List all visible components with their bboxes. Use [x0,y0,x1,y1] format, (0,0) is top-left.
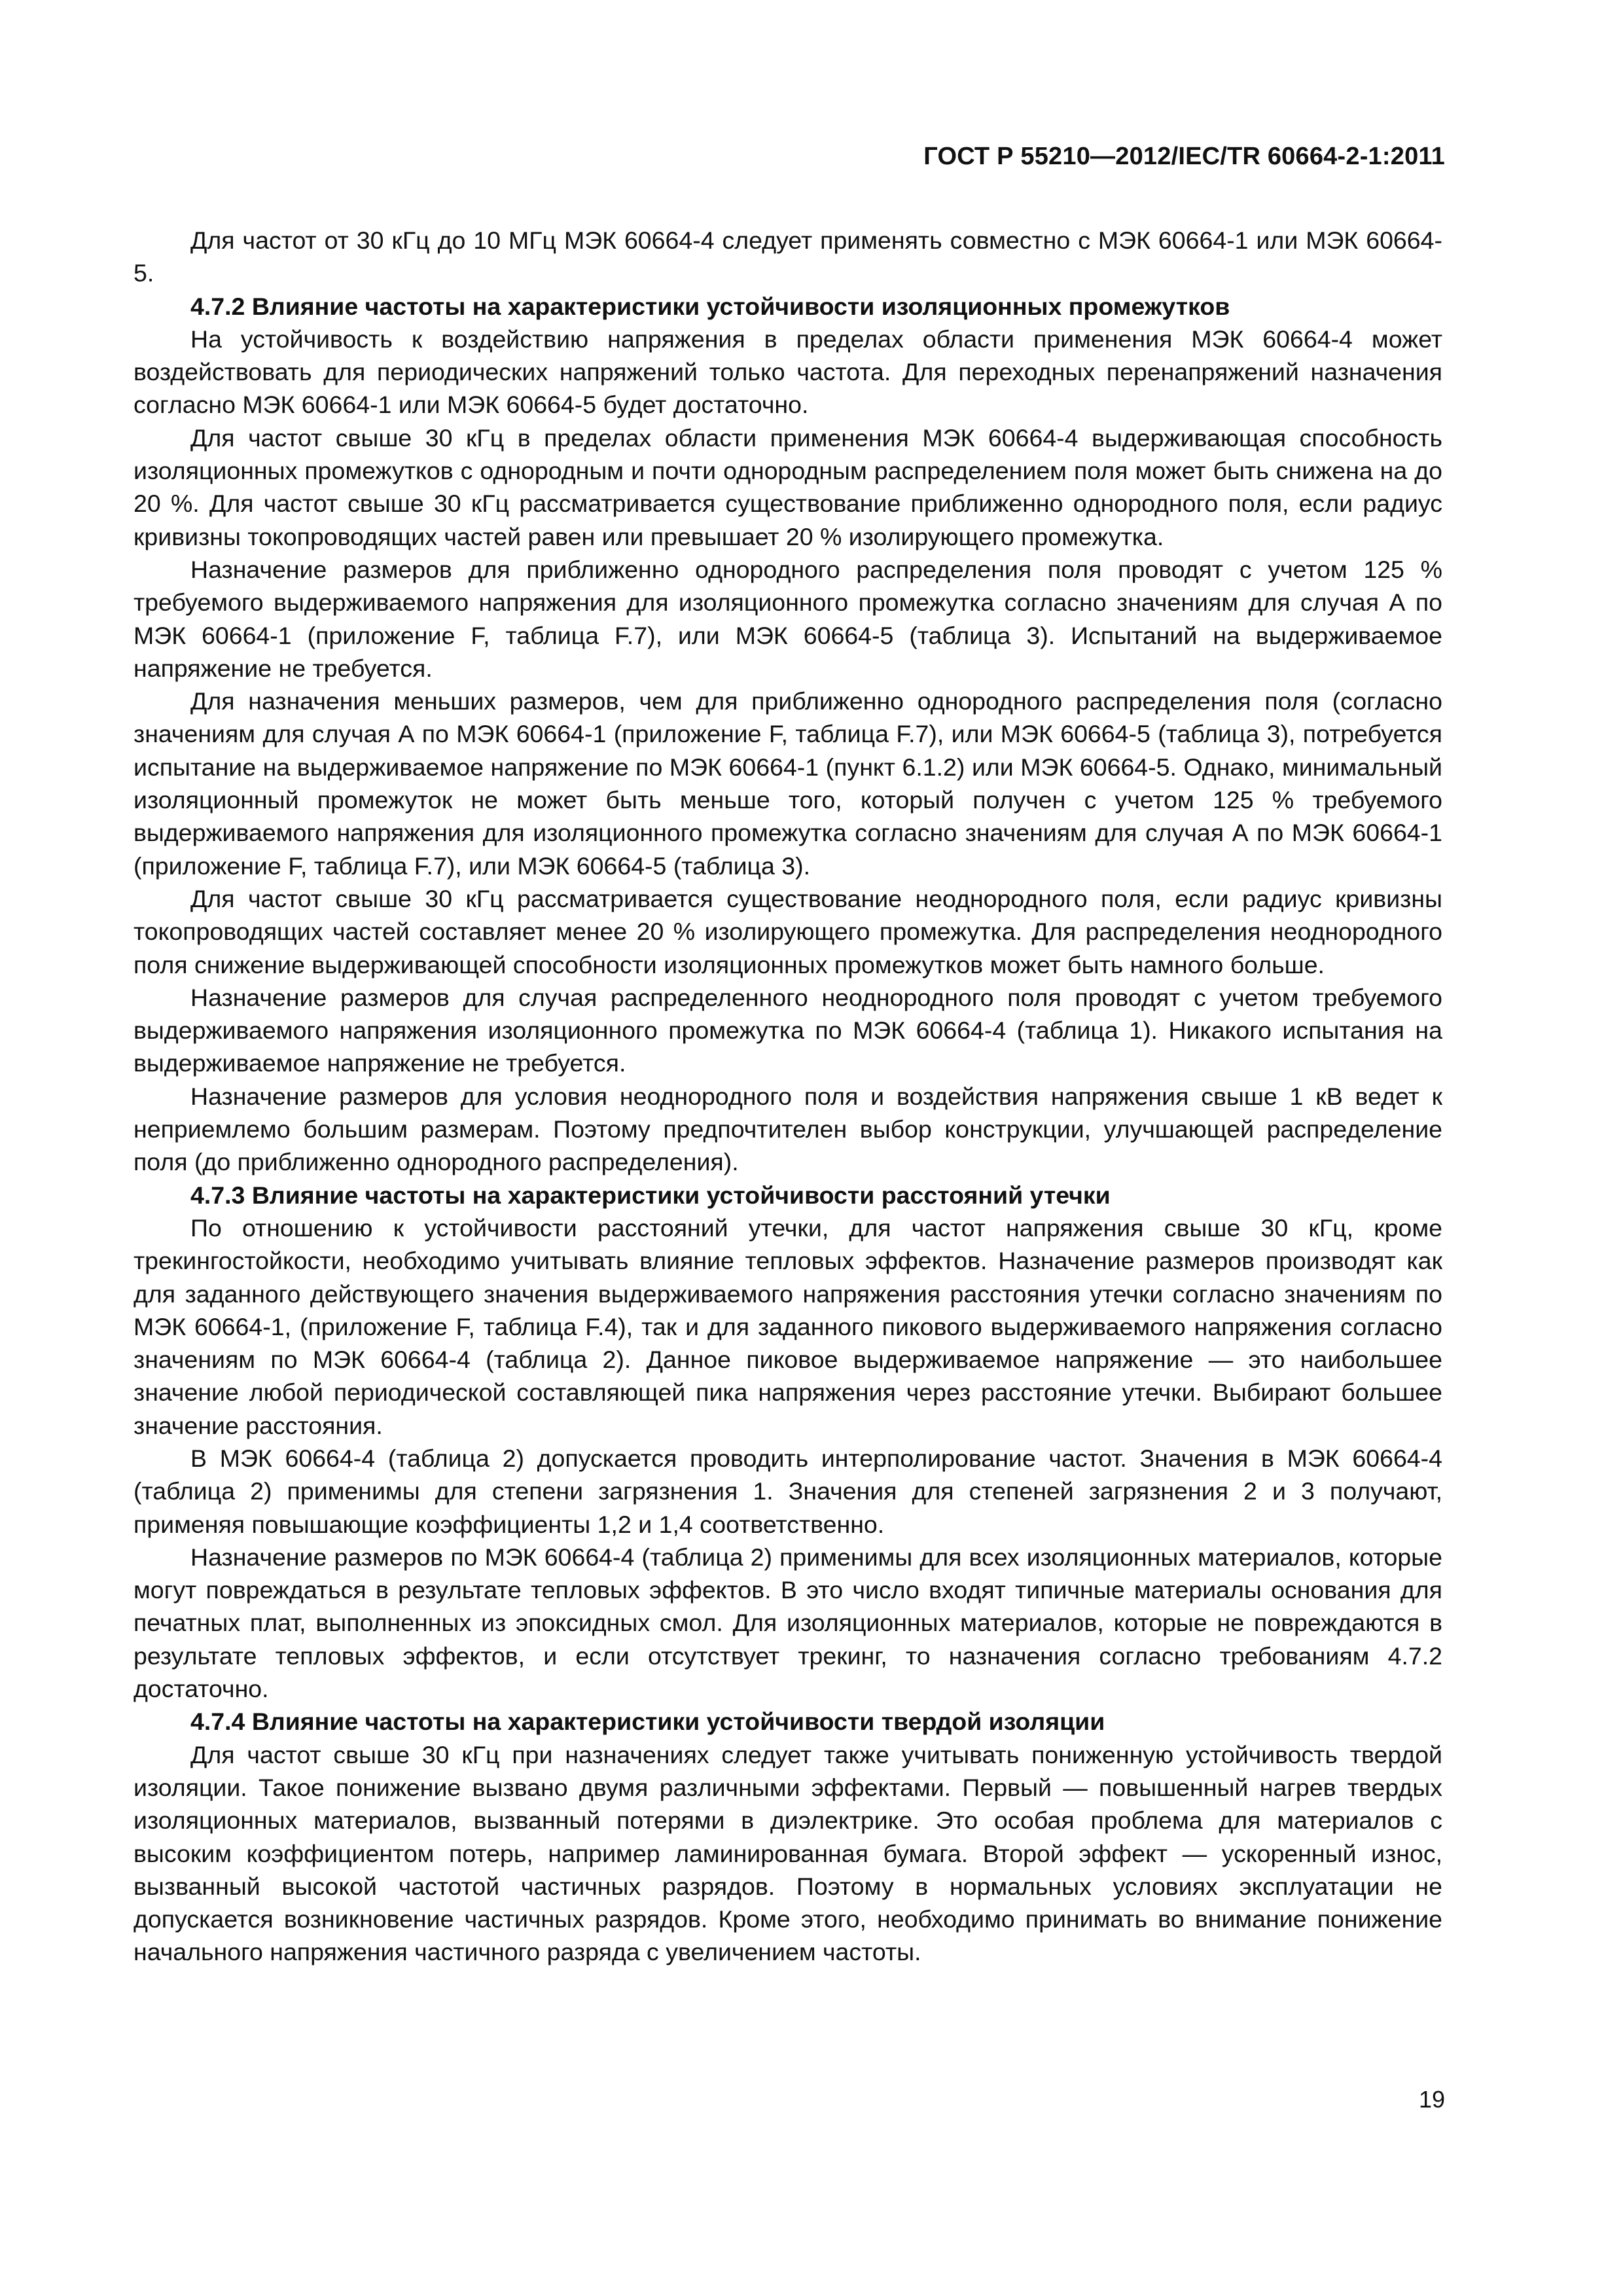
paragraph: Для частот от 30 кГц до 10 МГц МЭК 60664-4 следует применять совместно с МЭК 60664-1 или МЭК 60664-5. [134,226,1442,287]
page-body [134,224,1442,1969]
paragraph: Для частот свыше 30 кГц при назначениях следует также учитывать пониженную устойчивость твердой изоляции. Такое понижение вызвано двумя различными эффектами. Первый — повышенный нагрев твердых изоляционных материалов, вызванный потерями в диэлектрике. Это особая проблема для материалов с высоким коэффициентом потерь, например ламинированная бумага. Второй эффект — ускоренный износ, вызванный высокой частотой частичных разрядов. Поэтому в нормальных условиях эксплуатации не допускается возникновение частичных разрядов. Кроме этого, необходимо принимать во внимание понижение начального напряжения частичного разряда с увеличением частоты. [134,1740,1442,1966]
paragraph: Назначение размеров по МЭК 60664-4 (таблица 2) применимы для всех изоляционных материалов, которые могут повреждаться в результате тепловых эффектов. В это число входят типичные материалы основания для печатных плат, выполненных из эпоксидных смол. Для изоляционных материалов, которые не повреждаются в результате тепловых эффектов, и если отсутствует трекинг, то назначения согласно требованиям 4.7.2 достаточно. [134,1543,1442,1703]
paragraph: Для частот свыше 30 кГц в пределах области применения МЭК 60664-4 выдерживающая способность изоляционных промежутков с однородным и почти однородным распределением поля может быть снижена на до 20 %. Для частот свыше 30 кГц рассматривается существование приближенно однородного поля, если радиус кривизны токопроводящих частей равен или превышает 20 % изолирующего промежутка. [134,423,1442,550]
paragraph: В МЭК 60664-4 (таблица 2) допускается проводить интерполирование частот. Значения в МЭК 60664-4 (таблица 2) применимы для степени загрязнения 1. Значения для степеней загрязнения 2 и 3 получают, применяя повышающие коэффициенты 1,2 и 1,4 соответственно. [134,1444,1442,1538]
paragraph: Назначение размеров для случая распределенного неоднородного поля проводят с учетом требуемого выдерживаемого напряжения изоляционного промежутка по МЭК 60664-4 (таблица 1). Никакого испытания на выдерживаемое напряжение не требуется. [134,983,1442,1077]
paragraph: Для частот свыше 30 кГц рассматривается существование неоднородного поля, если радиус кривизны токопроводящих частей составляет менее 20 % изолирующего промежутка. Для распределения неоднородного поля снижение выдерживающей способности изоляционных промежутков может быть намного больше. [134,884,1442,978]
paragraph: По отношению к устойчивости расстояний утечки, для частот напряжения свыше 30 кГц, кроме трекингостойкости, необходимо учитывать влияние тепловых эффектов. Назначение размеров производят как для заданного действующего значения выдерживаемого напряжения расстояния утечки согласно значениям по МЭК 60664-1, (приложение F, таблица F.4), так и для заданного пикового выдерживаемого напряжения согласно значениям по МЭК 60664-4 (таблица 2). Данное пиковое выдерживаемое напряжение — это наибольшее значение любой периодической составляющей пика напряжения через расстояние утечки. Выбирают большее значение расстояния. [134,1213,1442,1439]
paragraph: Назначение размеров для приближенно однородного распределения поля проводят с учетом 125 % требуемого выдерживаемого напряжения для изоляционного промежутка согласно значениям для случая А по МЭК 60664-1 (приложение F, таблица F.7), или МЭК 60664-5 (таблица 3). Испытаний на выдерживаемое напряжение не требуется. [134,555,1442,682]
paragraph: Назначение размеров для условия неоднородного поля и воздействия напряжения свыше 1 кВ ведет к неприемлемо большим размерам. Поэтому предпочтителен выбор конструкции, улучшающей распределение поля (до приближенно однородного распределения). [134,1082,1442,1176]
standard-designation: ГОСТ Р 55210—2012/IEC/TR 60664-2-1:2011 [923,143,1445,170]
paragraph: Для назначения меньших размеров, чем для приближенно однородного распределения поля (согласно значениям для случая А по МЭК 60664-1 (приложение F, таблица F.7), или МЭК 60664-5 (таблица 3), потребуется испытание на выдерживаемое напряжение по МЭК 60664-1 (пункт 6.1.2) или МЭК 60664-5. Однако, минимальный изоляционный промежуток не может быть меньше того, который получен с учетом 125 % требуемого выдерживаемого напряжения для изоляционного промежутка согласно значениям для случая А по МЭК 60664-1 (приложение F, таблица F.7), или МЭК 60664-5 (таблица 3). [134,687,1442,880]
section-heading-4-7-4: 4.7.4 Влияние частоты на характеристики устойчивости твердой изоляции [190,1708,1105,1736]
paragraph: На устойчивость к воздействию напряжения в пределах области применения МЭК 60664-4 может воздействовать для периодических напряжений только частота. Для переходных перенапряжений назначения согласно МЭК 60664-1 или МЭК 60664-5 будет достаточно. [134,325,1442,419]
section-heading-4-7-2: 4.7.2 Влияние частоты на характеристики устойчивости изоляционных промежутков [190,292,1230,320]
section-heading-4-7-3: 4.7.3 Влияние частоты на характеристики устойчивости расстояний утечки [190,1181,1111,1209]
page-number: 19 [1418,2086,1445,2113]
